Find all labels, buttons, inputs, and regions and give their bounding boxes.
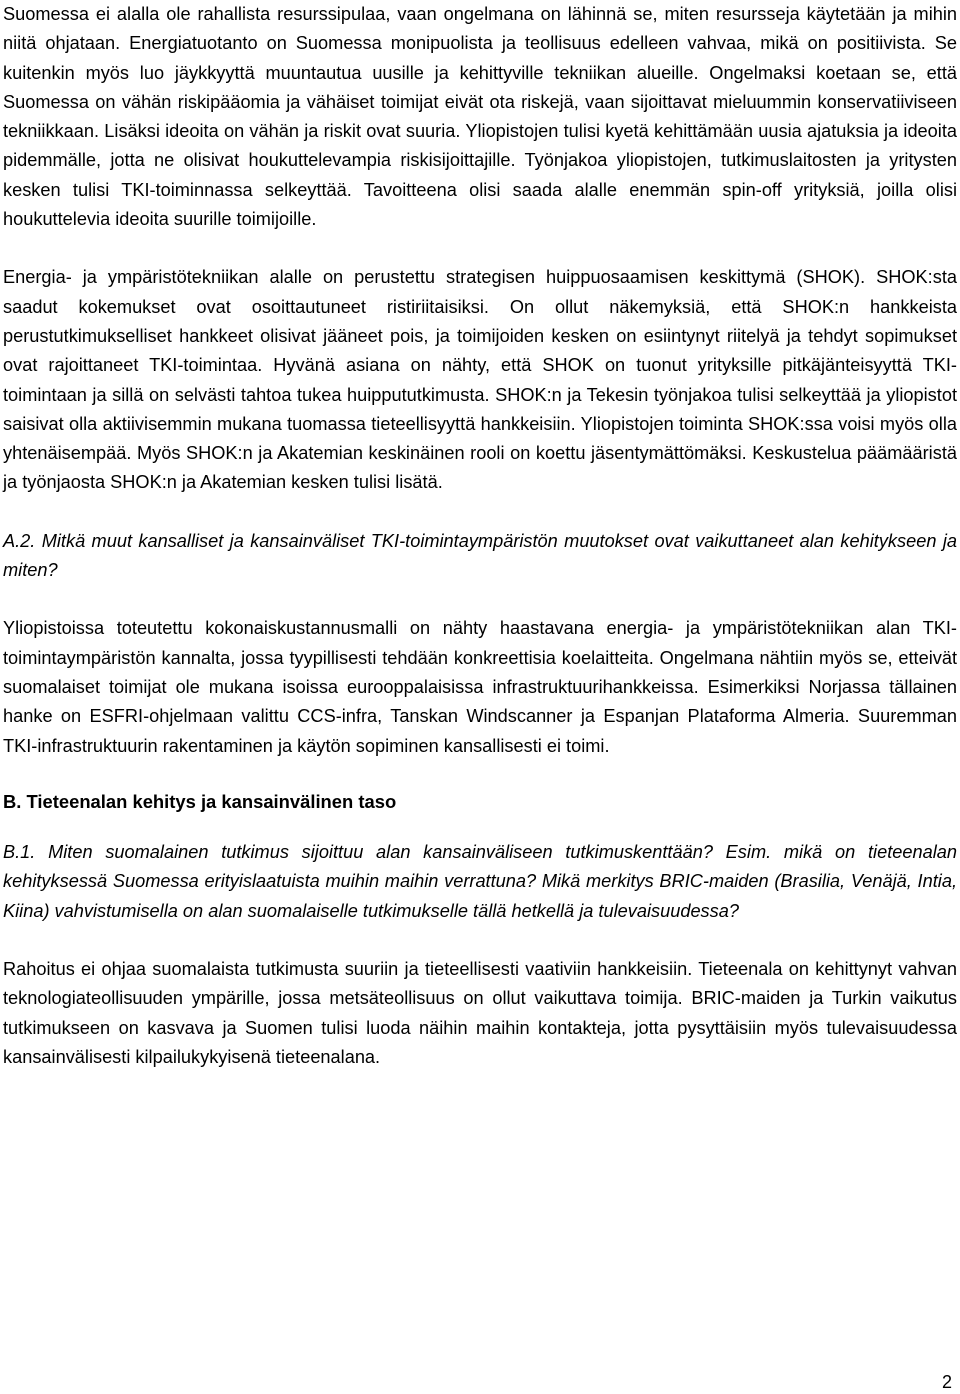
question-a2-number: A.2. [3,530,36,551]
page-number: 2 [941,1372,952,1392]
section-b-heading: B. Tieteenalan kehitys ja kansainvälinen taso [3,790,397,812]
question-b1-number: B.1. [3,842,36,863]
question-b1-text: Miten suomalainen tutkimus sijoittuu alan kansainväliseen tutkimuskenttään? Esim. mikä on tieteenalan kehityksessä Suomessa erityislaatuista muihin maihin verrattuna? Mikä merkitys BRIC-maiden (Brasilia, Venäjä, Intia, Kiina) vahvistumisella on alan suomalaiselle tutkimukselle tällä hetkellä ja tulevaisuudessa? [3,842,957,921]
paragraph-funding: Rahoitus ei ohjaa suomalaista tutkimusta suuriin ja tieteellisesti vaativiin hankkeisiin. Tieteenala on kehittynyt vahvan teknologiateollisuuden ympärille, jossa metsäteollisuus on ollut vaikuttava toimija. BRIC-maiden ja Turkin vaikutus tutkimukseen on kasvava ja Suomen tulisi luoda näihin maihin kontakteja, jotta pysyttäisiin myös tulevaisuudessa kansainvälisesti kilpailukykyisenä tieteenalana. [3,959,957,1067]
paragraph-resources: Suomessa ei alalla ole rahallista resurssipulaa, vaan ongelmana on lähinnä se, miten resursseja käytetään ja mihin niitä ohjataan. Energiatuotanto on Suomessa monipuolista ja teollisuus edelleen vahvaa, mikä on positiivista. Se kuitenkin myös luo jäykkyyttä muuntautua uusille ja kehittyville tekniikan alueille. Ongelmaksi koetaan se, että Suomessa on vähän riskipääomia ja vähäiset toimijat eivät ota riskejä, vaan sijoittavat mieluummin konservatiiviseen tekniikkaan. Lisäksi ideoita on vähän ja riskit ovat suuria. Yliopistojen tulisi kyetä kehittämään uusia ajatuksia ja ideoita pidemmälle, jotta ne olisivat houkuttelevampia riskisijoittajille. Työnjakoa yliopistojen, tutkimuslaitosten ja yritysten kesken tulisi TKI-toiminnassa selkeyttää. Tavoitteena olisi saada alalle enemmän spin-off yrityksiä, joilla olisi houkuttelevia ideoita suurille toimijoille. [3,4,957,230]
paragraph-infrastructure: Yliopistoissa toteutettu kokonaiskustannusmalli on nähty haastavana energia- ja ympäristötekniikan alan TKI-toimintaympäristön kannalta, jossa tyypillisesti tehdään konkreettisia koelaitteita. Ongelmana nähtiin myös se, etteivät suomalaiset toimijat ole mukana isoissa eurooppalaisissa infrastruktuurihankkeissa. Esimerkiksi Norjassa tällainen hanke on ESFRI-ohjelmaan valittu CCS-infra, Tanskan Windscanner ja Espanjan Plataforma Almeria. Suuremman TKI-infrastruktuurin rakentaminen ja käytön sopiminen kansallisesti ei toimi. [3,618,957,756]
document-page [3,0,957,1072]
question-a2 [3,527,957,586]
question-b1 [3,838,957,926]
question-a2-text: Mitkä muut kansalliset ja kansainväliset TKI-toimintaympäristön muutokset ovat vaikuttaneet alan kehitykseen ja miten? [3,530,957,581]
paragraph-shok: Energia- ja ympäristötekniikan alalle on perustettu strategisen huippuosaamisen keskittymä (SHOK). SHOK:sta saadut kokemukset ovat osoittautuneet ristiriitaisiksi. On ollut näkemyksiä, että SHOK:n hankkeista perustutkimukselliset hankkeet olisivat jääneet pois, ja toimijoiden kesken on esiintynyt riitelyä ja tehdyt sopimukset ovat rajoittaneet TKI-toimintaa. Hyvänä asiana on nähty, että SHOK on tuonut yrityksille pitkäjänteisyyttä TKI-toimintaan ja sillä on selvästi tahtoa tukea huippututkimusta. SHOK:n ja Tekesin työnjakoa tulisi selkeyttää ja yliopistot saisivat olla aktiivisemmin mukana tuomassa tieteellisyyttä hankkeisiin. Yliopistojen toiminta SHOK:ssa voisi myös olla yhtenäisempää. Myös SHOK:n ja Akatemian keskinäinen rooli on koettu jäsentymättömäksi. Keskustelua päämääristä ja työnjaosta SHOK:n ja Akatemian kesken tulisi lisätä. [3,267,957,493]
